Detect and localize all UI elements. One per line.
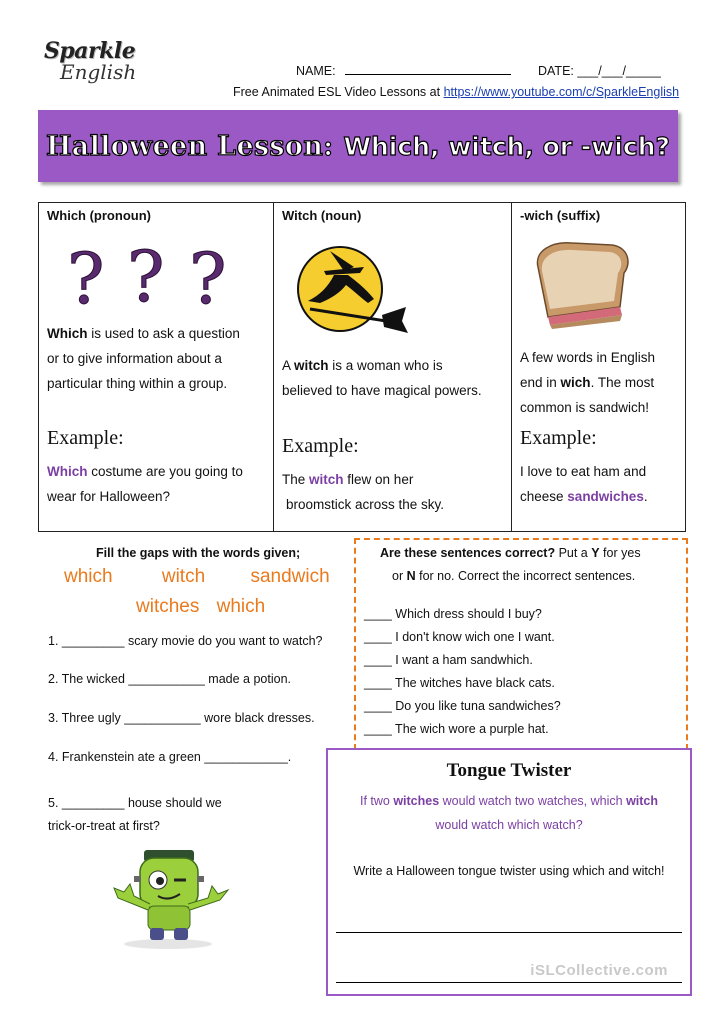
which-example-line2: wear for Halloween? bbox=[47, 489, 171, 504]
wich-description bbox=[520, 345, 655, 420]
question-mark-1: ? bbox=[67, 239, 105, 313]
which-description bbox=[47, 321, 240, 396]
wich-example-bold: sandwiches bbox=[567, 489, 644, 504]
correct-n: N bbox=[406, 569, 416, 583]
wich-example-label: Example: bbox=[520, 427, 597, 449]
correct-line2-pre: or bbox=[392, 569, 407, 583]
wich-desc-line3: common is sandwich! bbox=[520, 400, 650, 415]
sparkle-english-logo bbox=[44, 38, 137, 98]
question-mark-2: ? bbox=[127, 239, 165, 313]
free-lessons-text: Free Animated ESL Video Lessons at bbox=[233, 85, 441, 99]
date-label: DATE: bbox=[538, 64, 574, 78]
sandwich-icon bbox=[528, 237, 634, 329]
correct-sentences-box bbox=[354, 538, 688, 750]
witch-description bbox=[282, 353, 482, 403]
wich-desc-pre: end in bbox=[520, 375, 561, 390]
witch-desc-rest: is a woman who is bbox=[328, 358, 443, 373]
word-bank-word: sandwich bbox=[250, 566, 330, 587]
gap-question-2[interactable]: 2. The wicked ___________ made a potion. bbox=[48, 672, 292, 686]
islcollective-watermark: iSLCollective.com bbox=[530, 962, 668, 979]
definitions-table bbox=[38, 202, 686, 532]
correct-title-bold: Are these sentences correct? bbox=[380, 546, 556, 560]
wich-desc-line1: A few words in English bbox=[520, 350, 656, 365]
logo-line2: English bbox=[60, 60, 137, 84]
title-part2: Which, witch, or -wich? bbox=[343, 131, 670, 161]
tongue-twister-title: Tongue Twister bbox=[446, 760, 572, 781]
which-heading: Which (pronoun) bbox=[47, 208, 151, 223]
name-field[interactable] bbox=[296, 64, 511, 78]
which-example-bold: Which bbox=[47, 464, 88, 479]
wich-heading: -wich (suffix) bbox=[520, 208, 601, 223]
which-desc-line3: particular thing within a group. bbox=[47, 376, 228, 391]
correct-item-2[interactable]: ____ I don't know wich one I want. bbox=[364, 630, 555, 644]
tt-l1-b1: witches bbox=[393, 794, 440, 808]
gap-question-5[interactable]: 5. _________ house should we bbox=[48, 796, 222, 810]
name-blank[interactable] bbox=[345, 74, 511, 75]
witch-desc-pre: A bbox=[282, 358, 295, 373]
which-example-rest: costume are you going to bbox=[87, 464, 243, 479]
gap-question-1[interactable]: 1. _________ scary movie do you want to watch? bbox=[48, 634, 323, 648]
word-bank-word: which bbox=[64, 566, 113, 587]
correct-instructions-line2 bbox=[392, 569, 635, 583]
witch-desc-bold: witch bbox=[294, 358, 329, 373]
correct-item-3[interactable]: ____ I want a ham sandwhich. bbox=[364, 653, 533, 667]
word-bank-word: which bbox=[216, 596, 266, 617]
frankenstein-monster-icon bbox=[104, 846, 234, 950]
tt-l1-b2: witch bbox=[626, 794, 659, 808]
fill-gaps-title: Fill the gaps with the words given; bbox=[96, 546, 301, 560]
witch-desc-line2: believed to have magical powers. bbox=[282, 383, 482, 398]
youtube-link[interactable]: https://www.youtube.com/c/SparkleEnglish bbox=[443, 85, 680, 99]
word-bank-word: witch bbox=[161, 566, 206, 587]
correct-item-5[interactable]: ____ Do you like tuna sandwiches? bbox=[364, 699, 561, 713]
correct-item-6[interactable]: ____ The wich wore a purple hat. bbox=[364, 722, 549, 736]
tongue-twister-instruction: Write a Halloween tongue twister using which and witch! bbox=[353, 864, 665, 878]
question-mark-3: ? bbox=[189, 239, 227, 313]
gap-question-4[interactable]: 4. Frankenstein ate a green ____________. bbox=[48, 750, 292, 764]
logo-line1: Sparkle bbox=[44, 38, 136, 64]
date-blanks[interactable]: ___/___/_____ bbox=[577, 64, 661, 78]
witch-example-label: Example: bbox=[282, 435, 359, 457]
witch-column bbox=[273, 203, 511, 531]
which-desc-rest: is used to ask a question bbox=[87, 326, 240, 341]
name-label: NAME: bbox=[296, 64, 336, 78]
correct-item-1[interactable]: ____ Which dress should I buy? bbox=[364, 607, 542, 621]
wich-example bbox=[520, 459, 648, 509]
date-field[interactable] bbox=[538, 64, 661, 78]
word-bank-row1 bbox=[64, 566, 330, 588]
correct-y: Y bbox=[591, 546, 600, 560]
wich-example-pre: cheese bbox=[520, 489, 568, 504]
tt-l1-mid: would watch two watches, which bbox=[439, 794, 627, 808]
which-example bbox=[47, 459, 243, 509]
correct-item-4[interactable]: ____ The witches have black cats. bbox=[364, 676, 555, 690]
wich-example-rest: . bbox=[643, 489, 648, 504]
question-marks-icon bbox=[61, 239, 241, 313]
free-lessons-line bbox=[233, 85, 679, 99]
tongue-twister-box bbox=[326, 748, 692, 996]
correct-line2-rest: for no. Correct the incorrect sentences. bbox=[415, 569, 636, 583]
correct-title-rest: Put a bbox=[555, 546, 592, 560]
wich-desc-rest: . The most bbox=[590, 375, 655, 390]
witch-heading: Witch (noun) bbox=[282, 208, 362, 223]
tongue-twister-line2: would watch which watch? bbox=[435, 818, 583, 832]
tongue-twister-line1 bbox=[328, 794, 690, 808]
which-column bbox=[39, 203, 273, 531]
correct-instructions-line1 bbox=[380, 546, 641, 560]
title-banner bbox=[38, 110, 678, 182]
gap-question-3[interactable]: 3. Three ugly ___________ wore black dresses. bbox=[48, 711, 315, 725]
answer-line-2[interactable] bbox=[336, 982, 682, 983]
witch-example-bold: witch bbox=[309, 472, 344, 487]
witch-example-line2: broomstick across the sky. bbox=[286, 497, 445, 512]
which-example-label: Example: bbox=[47, 427, 124, 449]
witch-example-rest: flew on her bbox=[343, 472, 414, 487]
which-desc-line2: or to give information about a bbox=[47, 351, 222, 366]
word-bank-word: witches bbox=[136, 596, 200, 617]
title-part1: Halloween Lesson: bbox=[46, 130, 334, 162]
word-bank-row2 bbox=[136, 596, 265, 618]
which-desc-bold: Which bbox=[47, 326, 88, 341]
witch-on-broom-icon bbox=[290, 237, 410, 337]
witch-example-pre: The bbox=[282, 472, 310, 487]
correct-title-rest2: for yes bbox=[599, 546, 641, 560]
wich-column bbox=[511, 203, 684, 531]
witch-example bbox=[282, 467, 444, 517]
wich-example-line1: I love to eat ham and bbox=[520, 464, 647, 479]
answer-line-1[interactable] bbox=[336, 932, 682, 933]
wich-desc-bold: wich bbox=[560, 375, 591, 390]
tt-l1-pre: If two bbox=[359, 794, 394, 808]
gap-question-5-line2: trick-or-treat at first? bbox=[48, 819, 160, 833]
